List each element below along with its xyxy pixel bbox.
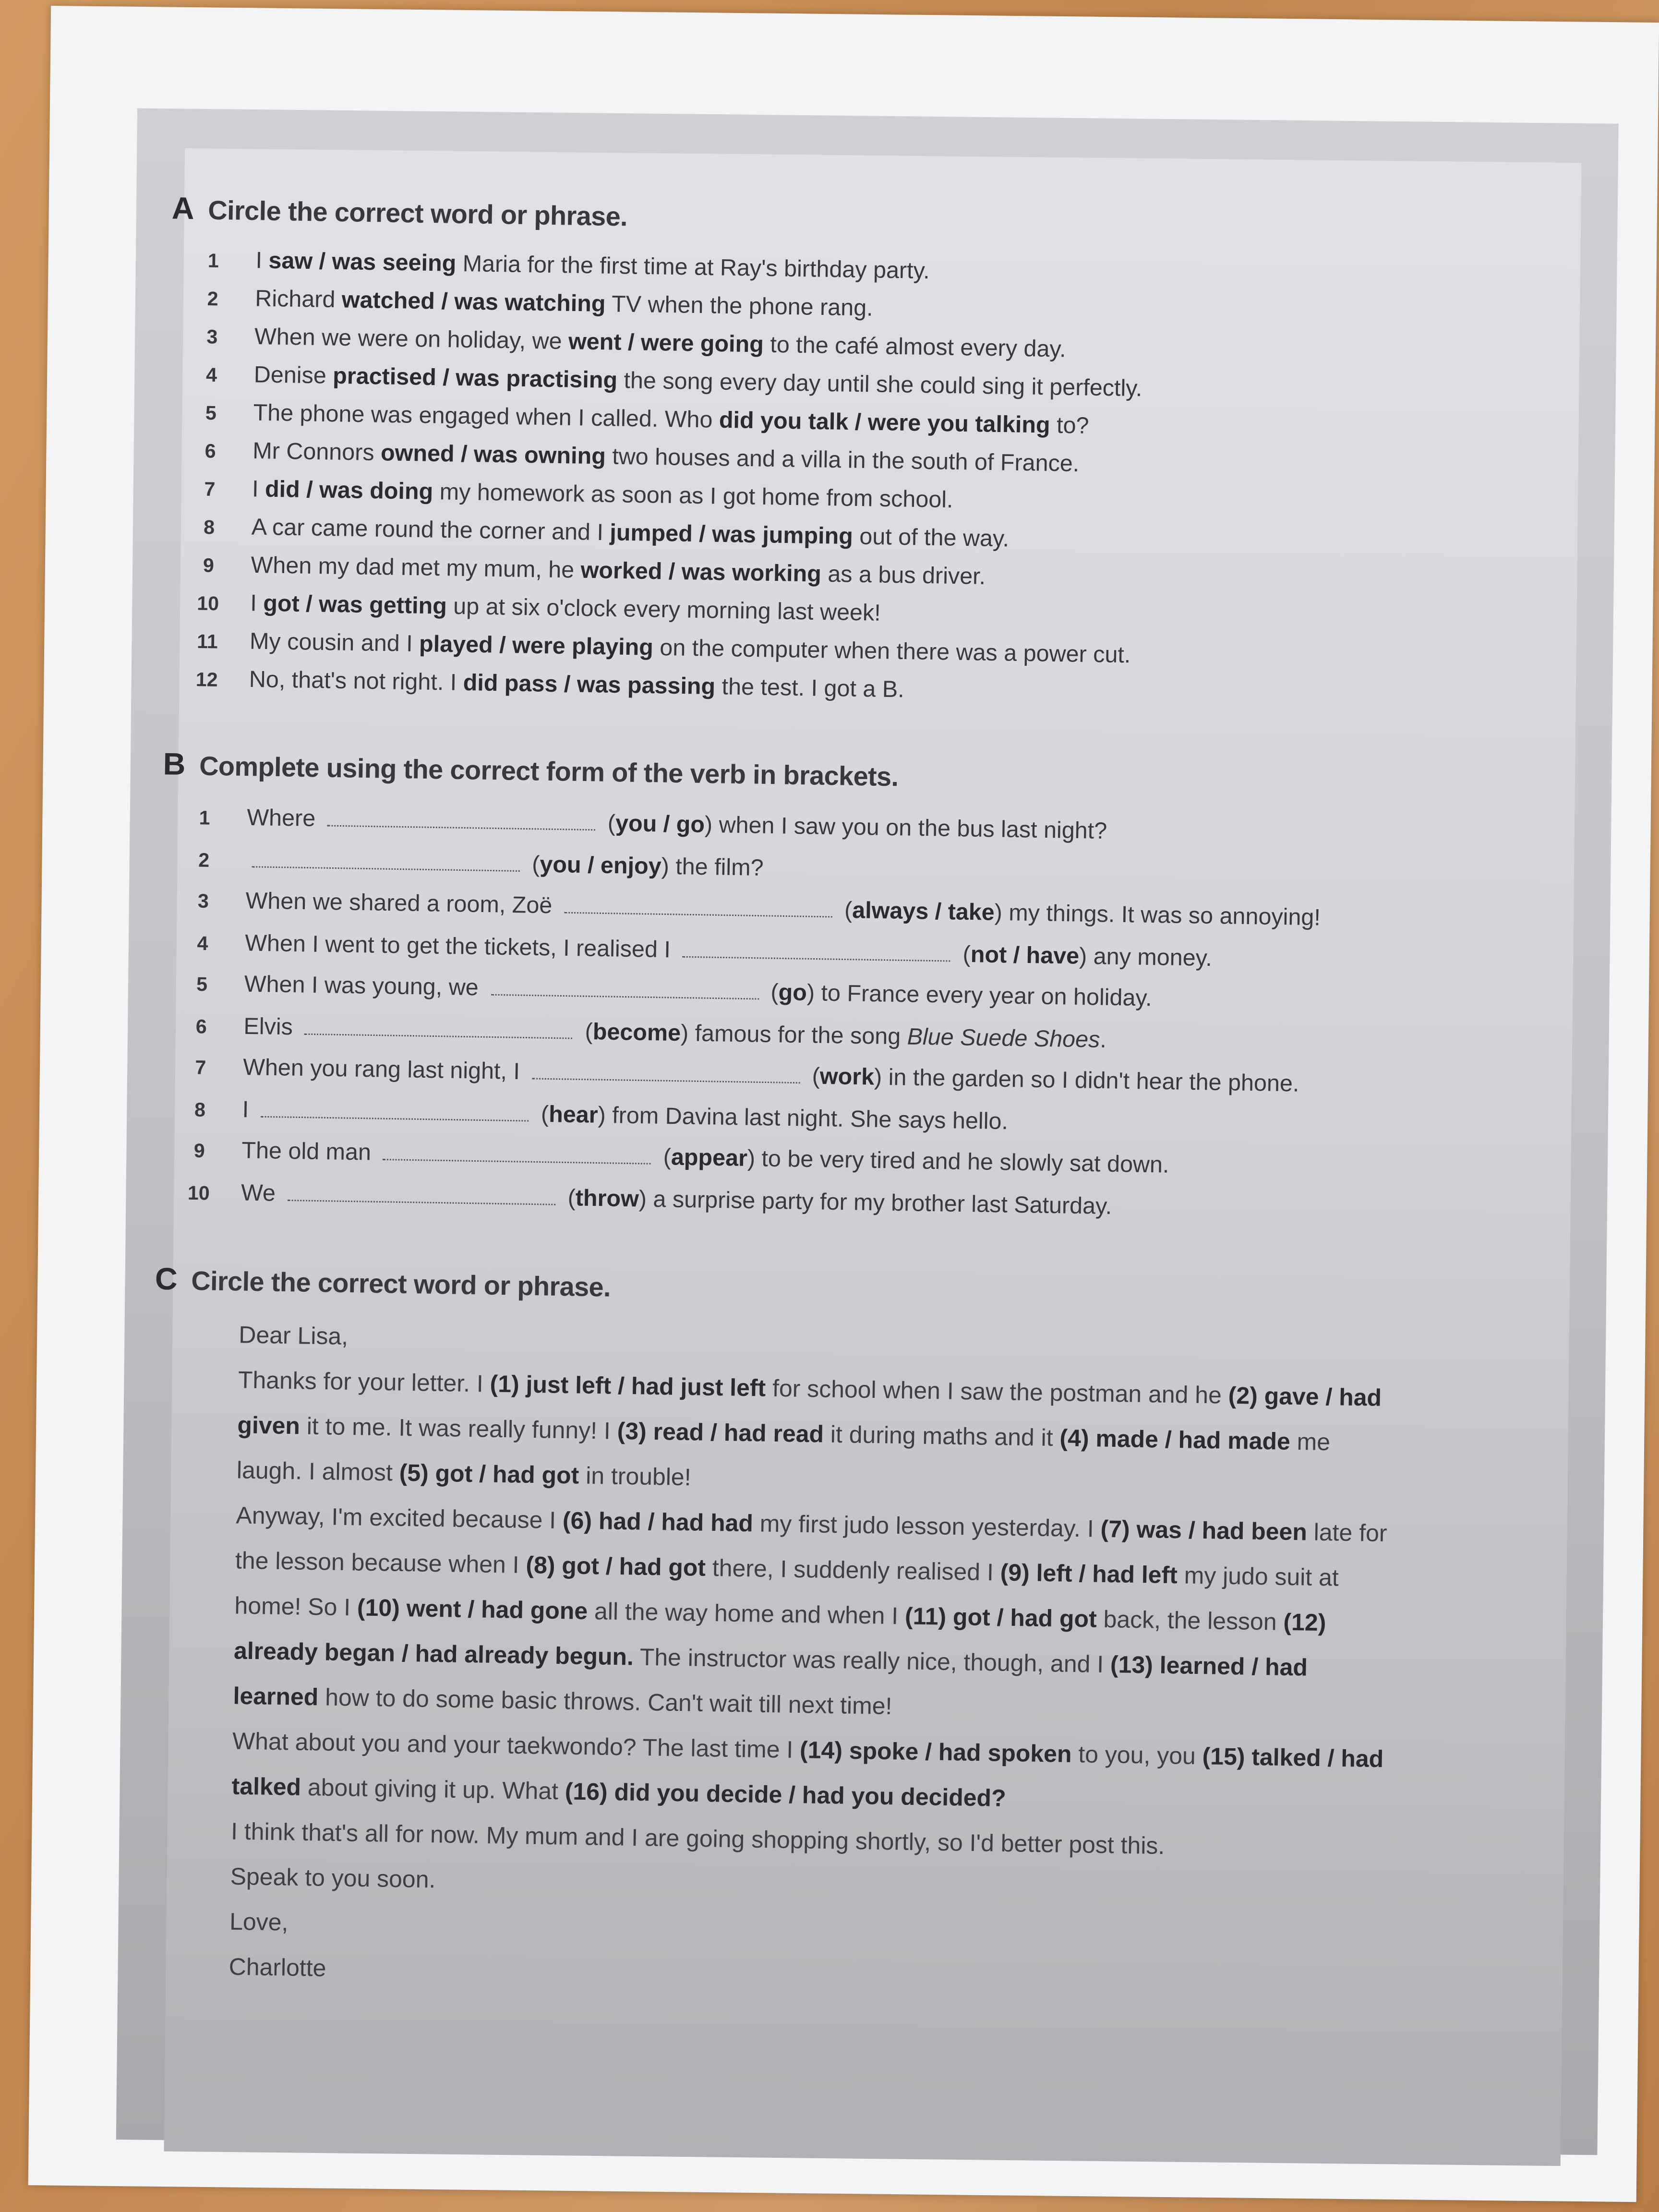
answer-options: you / go <box>615 811 705 838</box>
text-segment: ( <box>578 1019 593 1045</box>
item-number: 9 <box>193 1139 205 1162</box>
section-heading <box>163 746 1489 804</box>
answer-options: (4) made / had made <box>1059 1425 1291 1455</box>
text-segment: my first judo lesson yesterday. I <box>753 1510 1101 1543</box>
text-segment: A car came round the corner and I <box>251 515 610 546</box>
text-segment: When you rang last night, I <box>242 1055 527 1085</box>
item-number: 7 <box>195 1056 206 1079</box>
text-segment: When I was young, we <box>244 972 485 1001</box>
text-segment: the test. I got a B. <box>715 674 905 703</box>
item-number: 3 <box>206 325 218 348</box>
answer-blank <box>305 1013 573 1038</box>
section-heading <box>155 1261 1481 1319</box>
answer-options: always / take <box>852 898 995 926</box>
answer-options: (11) got / had got <box>904 1603 1097 1633</box>
text-segment: my judo suit at home! So I <box>234 1562 1339 1622</box>
text-segment: What about you and your taekwondo? The last time I <box>232 1728 800 1764</box>
text-segment: it to me. It was really funny! I <box>300 1413 618 1445</box>
text-segment: ) to France every year on holiday. <box>806 980 1152 1012</box>
text-segment: We <box>240 1179 282 1206</box>
text-segment: The old man <box>241 1138 378 1166</box>
worksheet-content <box>143 191 1498 2058</box>
item-number: 3 <box>197 889 209 912</box>
answer-options: hear <box>548 1101 599 1128</box>
text-segment: Where <box>246 805 323 832</box>
answer-blank <box>288 1179 556 1204</box>
answer-options: not / have <box>970 941 1080 969</box>
text-segment: my homework as soon as I got home from school. <box>433 479 953 513</box>
answer-options: (16) did you decide / had you decided? <box>565 1778 1007 1812</box>
text-segment: ) from Davina last night. She says hello. <box>598 1102 1009 1134</box>
answer-options: (6) had / had had <box>562 1507 754 1538</box>
text-segment: When my dad met my mum, he <box>251 553 581 584</box>
text-segment: The instructor was really nice, though, and I <box>633 1644 1111 1678</box>
text-segment: ) my things. It was so annoying! <box>994 900 1321 931</box>
text-segment: Blue Suede Shoes <box>907 1023 1100 1053</box>
answer-options: you / enjoy <box>540 852 662 879</box>
answer-options: (14) spoke / had spoken <box>799 1737 1072 1768</box>
item-number: 2 <box>207 287 218 310</box>
text-segment: ) the film? <box>661 853 764 881</box>
section-instruction: Complete using the correct form of the verb in brackets. <box>199 752 899 793</box>
text-segment: ( <box>838 898 853 924</box>
text-segment: I <box>250 591 264 617</box>
answer-options: worked / was working <box>580 558 822 588</box>
item-number: 2 <box>198 847 210 871</box>
text-segment: on the computer when there was a power cut. <box>653 635 1131 669</box>
letter-paragraph <box>231 1719 1389 1828</box>
text-segment: me laugh. I almost <box>236 1428 1331 1487</box>
text-segment: back, the lesson <box>1096 1606 1284 1636</box>
item-number: 11 <box>196 629 218 653</box>
answer-options: go <box>778 980 807 1006</box>
text-segment: The phone was engaged when I called. Who <box>253 400 720 433</box>
item-number: 12 <box>195 667 218 691</box>
item-number: 6 <box>204 439 216 462</box>
text-segment: Elvis <box>243 1013 300 1040</box>
answer-blank <box>383 1139 651 1165</box>
answer-options: did you talk / were you talking <box>719 408 1051 439</box>
text-segment: ( <box>656 1144 672 1171</box>
text-segment: there, I suddenly realised I <box>705 1554 1001 1587</box>
answer-options: (12) already began / had already begun. <box>233 1609 1326 1671</box>
answer-options: (9) left / had left <box>1000 1559 1178 1589</box>
answer-options: owned / was owning <box>380 440 606 470</box>
answer-options: (13) learned / had learned <box>233 1651 1308 1711</box>
section-letter: B <box>163 746 186 782</box>
text-segment: ) a surprise party for my brother last Saturday. <box>638 1186 1112 1219</box>
text-segment: I <box>255 248 269 274</box>
text-segment: Speak to you soon. <box>230 1863 436 1894</box>
text-segment: When I went to get the tickets, I realised I <box>244 930 677 962</box>
text-segment: ) famous for the song <box>680 1020 908 1049</box>
text-segment: ( <box>805 1064 820 1090</box>
text-segment: Dear Lisa, <box>238 1322 349 1350</box>
answer-blank <box>327 805 596 830</box>
text-segment: late for the lesson because when I <box>235 1519 1387 1579</box>
answer-blank <box>261 1095 529 1121</box>
text-segment: all the way home and when I <box>587 1598 905 1630</box>
section-instruction: Circle the correct word or phrase. <box>207 196 628 233</box>
answer-options: (8) got / had got <box>526 1551 706 1582</box>
answer-options: watched / was watching <box>341 288 606 317</box>
text-segment: in trouble! <box>578 1462 692 1491</box>
item-number: 8 <box>194 1097 206 1120</box>
item-number: 8 <box>203 515 215 539</box>
answer-options: work <box>819 1064 875 1091</box>
text-segment: I <box>242 1096 256 1122</box>
answer-blank <box>491 974 759 1000</box>
text-segment: ( <box>764 980 779 1006</box>
text-segment: two houses and a villa in the south of France. <box>605 444 1080 477</box>
item-number: 10 <box>196 591 219 615</box>
section-letter: A <box>171 190 194 226</box>
text-segment: about giving it up. What <box>301 1774 565 1805</box>
section-instruction: Circle the correct word or phrase. <box>191 1267 611 1304</box>
text-segment: Love, <box>229 1908 289 1936</box>
text-segment: up at six o'clock every morning last week! <box>446 594 881 626</box>
answer-options: jumped / was jumping <box>609 520 854 550</box>
text-segment: My cousin and I <box>249 629 420 657</box>
text-segment: the song every day until she could sing it perfectly. <box>617 368 1142 402</box>
section-c <box>144 1261 1481 2010</box>
letter-paragraph <box>233 1494 1393 1738</box>
text-segment: ) any money. <box>1079 943 1213 971</box>
text-segment: ( <box>956 941 971 967</box>
text-segment: Thanks for your letter. I <box>238 1367 491 1398</box>
text-segment: When we shared a room, Zoë <box>245 889 559 919</box>
text-segment: . <box>1099 1027 1107 1053</box>
answer-options: saw / was seeing <box>268 248 457 277</box>
text-segment: ( <box>601 811 616 837</box>
text-segment: Maria for the first time at Ray's birthday party. <box>456 251 930 284</box>
answer-options: went / were going <box>568 329 764 358</box>
text-segment: Mr Connors <box>252 438 381 466</box>
answer-options: got / was getting <box>263 591 447 620</box>
text-segment: Richard <box>254 286 342 313</box>
answer-options: appear <box>671 1145 748 1172</box>
answer-options: (2) gave / had given <box>237 1382 1382 1440</box>
answer-options: did pass / was passing <box>463 670 716 700</box>
section-b <box>156 746 1489 1234</box>
text-segment: Denise <box>253 362 333 389</box>
item-number: 9 <box>203 553 215 577</box>
item-number: 5 <box>205 401 217 424</box>
answer-options: (3) read / had read <box>617 1418 824 1448</box>
text-segment: how to do some basic throws. Can't wait till next time! <box>318 1684 892 1720</box>
text-segment: ) when I saw you on the bus last night? <box>704 812 1107 844</box>
text-segment: TV when the phone rang. <box>605 291 874 322</box>
answer-options: (1) just left / had just left <box>490 1370 766 1402</box>
item-number: 7 <box>204 477 216 500</box>
item-number: 1 <box>199 806 210 829</box>
text-segment: ( <box>525 851 540 877</box>
text-segment: Charlotte <box>228 1953 326 1982</box>
answer-options: practised / was practising <box>332 363 618 394</box>
section-letter: C <box>155 1261 178 1297</box>
text-segment: for school when I saw the postman and he <box>765 1375 1229 1409</box>
text-segment: ) in the garden so I didn't hear the phone. <box>874 1065 1299 1097</box>
text-segment: ( <box>534 1101 549 1127</box>
text-segment: No, that's not right. I <box>249 667 464 696</box>
item-number: 5 <box>196 972 208 996</box>
text-segment: to you, you <box>1071 1741 1203 1770</box>
item-number: 10 <box>187 1180 210 1203</box>
answer-blank <box>683 936 951 961</box>
answer-options: (10) went / had gone <box>357 1594 588 1625</box>
letter-paragraph <box>236 1358 1395 1512</box>
answer-blank <box>252 846 520 871</box>
answer-options: (15) talked / had talked <box>231 1743 1384 1801</box>
answer-options: become <box>592 1019 681 1046</box>
letter-text <box>228 1313 1396 2008</box>
item-number: 1 <box>207 249 219 272</box>
answer-options: (7) was / had been <box>1100 1515 1308 1546</box>
text-segment: to the café almost every day. <box>763 332 1067 363</box>
answer-options: played / were playing <box>419 631 654 661</box>
text-segment: as a bus driver. <box>821 562 986 590</box>
text-segment: ) to be very tired and he slowly sat down. <box>747 1146 1169 1178</box>
item-number: 4 <box>205 363 217 386</box>
text-segment: I think that's all for now. My mum and I are going shopping shortly, so I'd better post this. <box>230 1818 1165 1860</box>
text-segment: Anyway, I'm excited because I <box>236 1502 563 1534</box>
text-segment: out of the way. <box>853 524 1010 553</box>
item-number: 6 <box>195 1014 207 1037</box>
section-a <box>164 191 1498 719</box>
text-segment: it during maths and it <box>823 1421 1060 1452</box>
text-segment: I <box>252 477 265 503</box>
item-number: 4 <box>197 931 208 954</box>
text-segment: When we were on holiday, we <box>254 324 569 355</box>
answer-blank <box>532 1058 800 1083</box>
answer-options: (5) got / had got <box>399 1459 579 1490</box>
text-segment: ( <box>561 1185 576 1211</box>
answer-options: did / was doing <box>264 477 433 505</box>
answer-blank <box>564 892 832 918</box>
text-segment: to? <box>1050 413 1089 439</box>
answer-options: throw <box>575 1185 639 1212</box>
